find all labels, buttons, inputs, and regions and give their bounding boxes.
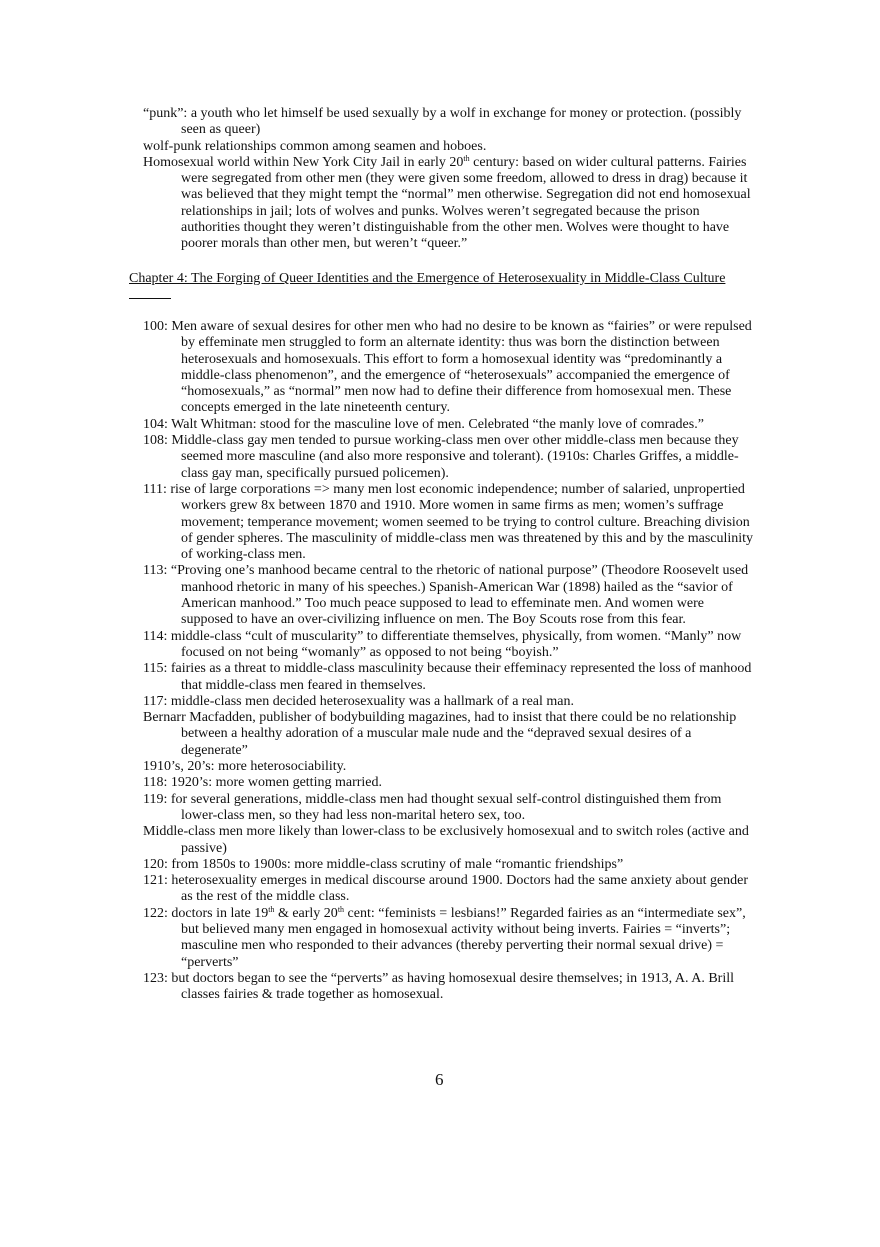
note-entry [143, 482, 755, 563]
note-entry [143, 906, 755, 971]
note-entry [143, 857, 755, 873]
superscript: th [337, 904, 345, 914]
note-entry [143, 629, 755, 662]
note-entry [143, 971, 755, 1004]
note-text: 122: doctors in late 19 [143, 905, 269, 921]
note-text: 108: Middle-class gay men tended to pursue working-class men over other middle-class men because they seemed more masculine (and also more responsive and tolerant). (1910s: Charles Griffes, a middle-class gay man, specifically pursued policemen). [143, 433, 739, 481]
superscript: th [268, 904, 275, 914]
note-entry [143, 433, 755, 482]
note-text: 113: “Proving one’s manhood became central to the rhetoric of national purpose” (Theodore Roosevelt used manhood rhetoric in many of his speeches.) Spanish-American War (1898) hailed as the “savior of American manhood.” Too much peace supposed to lead to effeminate men. And women were supposed to have an over-civilizing influence on men. The Boy Scouts rose from this fear. [143, 563, 749, 628]
note-text: 117: middle-class men decided heterosexuality was a hallmark of a real man. [143, 693, 574, 709]
intro-notes [143, 106, 755, 253]
page-number: 6 [435, 1070, 444, 1089]
note-entry [143, 873, 755, 906]
note-entry [143, 792, 755, 825]
heading-underline-fill [129, 287, 171, 299]
chapter-notes [143, 319, 755, 1003]
note-text: 121: heterosexuality emerges in medical discourse around 1900. Doctors had the same anxiety about gender as the rest of the middle class. [143, 873, 749, 905]
note-text: Bernarr Macfadden, publisher of bodybuilding magazines, had to insist that there could be no relationship between a healthy adoration of a muscular male nude and the “depraved sexual desires of a degenerate” [143, 710, 737, 758]
note-text: & early 20 [274, 905, 338, 921]
note-entry [143, 824, 755, 857]
note-text: 118: 1920’s: more women getting married. [143, 775, 382, 791]
note-entry [143, 710, 755, 759]
note-text: 114: middle-class “cult of muscularity” to differentiate themselves, physically, from women. “Manly” now focused on not being “womanly” as opposed to not being “boyish.” [143, 628, 742, 660]
note-text: cent: “feminists = lesbians!” Regarded fairies as an “intermediate sex”, but believed many men engaged in homosexual activity without being inverts. Fairies = “inverts”; masculine men who responded to their advances (thereby perverting their normal sexual drive) = “perverts” [181, 905, 746, 970]
note-text: Homosexual world within New York City Jail in early 20 [143, 154, 464, 170]
superscript: th [463, 153, 470, 163]
note-entry [143, 139, 755, 155]
note-text: 119: for several generations, middle-class men had thought sexual self-control distinguished them from lower-class men, so they had less non-marital hetero sex, too. [143, 791, 722, 823]
note-text: century: based on wider cultural patterns. Fairies were segregated from other men (they were given some freedom, allowed to dress in drag) because it was believed that they might tempt the “normal” men otherwise. Segregation did not end homosexual relationships in jail; lots of wolves and punks. Wolves weren’t segregated because the prison authorities thought they weren’t distinguishable from the other men. Wolves were thought to have poorer morals than other men, but weren’t “queer.” [181, 154, 751, 252]
note-text: 115: fairies as a threat to middle-class masculinity because their effeminacy represented the loss of manhood that middle-class men feared in themselves. [143, 661, 752, 693]
note-text: “punk”: a youth who let himself be used sexually by a wolf in exchange for money or protection. (possibly seen as queer) [143, 106, 742, 138]
note-text: wolf-punk relationships common among seamen and hoboes. [143, 138, 487, 154]
note-entry [143, 694, 755, 710]
note-entry [143, 417, 755, 433]
note-entry [143, 775, 755, 791]
note-entry [143, 563, 755, 628]
chapter-heading-text: Chapter 4: The Forging of Queer Identities and the Emergence of Heterosexuality in Middle-Class Culture [129, 271, 726, 286]
note-entry [143, 155, 755, 253]
note-text: 120: from 1850s to 1900s: more middle-class scrutiny of male “romantic friendships” [143, 856, 624, 872]
chapter-heading [129, 271, 739, 305]
note-entry [143, 759, 755, 775]
note-entry [143, 106, 755, 139]
note-text: Middle-class men more likely than lower-class to be exclusively homosexual and to switch roles (active and passive) [143, 824, 749, 856]
note-text: 111: rise of large corporations => many men lost economic independence; number of salaried, unpropertied workers grew 8x between 1870 and 1910. More women in same firms as men; women’s suffrage movement; temperance movement; women seemed to be trying to control culture. Breaching division of gender spheres. The masculinity of middle-class men was threatened by this and by the masculinity of working-class men. [143, 481, 754, 563]
note-text: 1910’s, 20’s: more heterosociability. [143, 759, 347, 775]
note-text: 104: Walt Whitman: stood for the masculine love of men. Celebrated “the manly love of comrades.” [143, 416, 704, 432]
note-entry [143, 319, 755, 417]
note-entry [143, 661, 755, 694]
note-text: 123: but doctors began to see the “perverts” as having homosexual desire themselves; in 1913, A. A. Brill classes fairies & trade together as homosexual. [143, 970, 734, 1003]
note-text: 100: Men aware of sexual desires for other men who had no desire to be known as “fairies” or were repulsed by effeminate men struggled to form an alternate identity: thus was born the distinction between heterosexuals and homosexuals. This effort to form a homosexual identity was “predominantly a middle-class phenomenon”, and the emergence of “heterosexuals” accompanied the emergence of “homosexuals,” as “normal” men now had to define their difference from homosexual men. These concepts emerged in the late nineteenth century. [143, 319, 752, 416]
